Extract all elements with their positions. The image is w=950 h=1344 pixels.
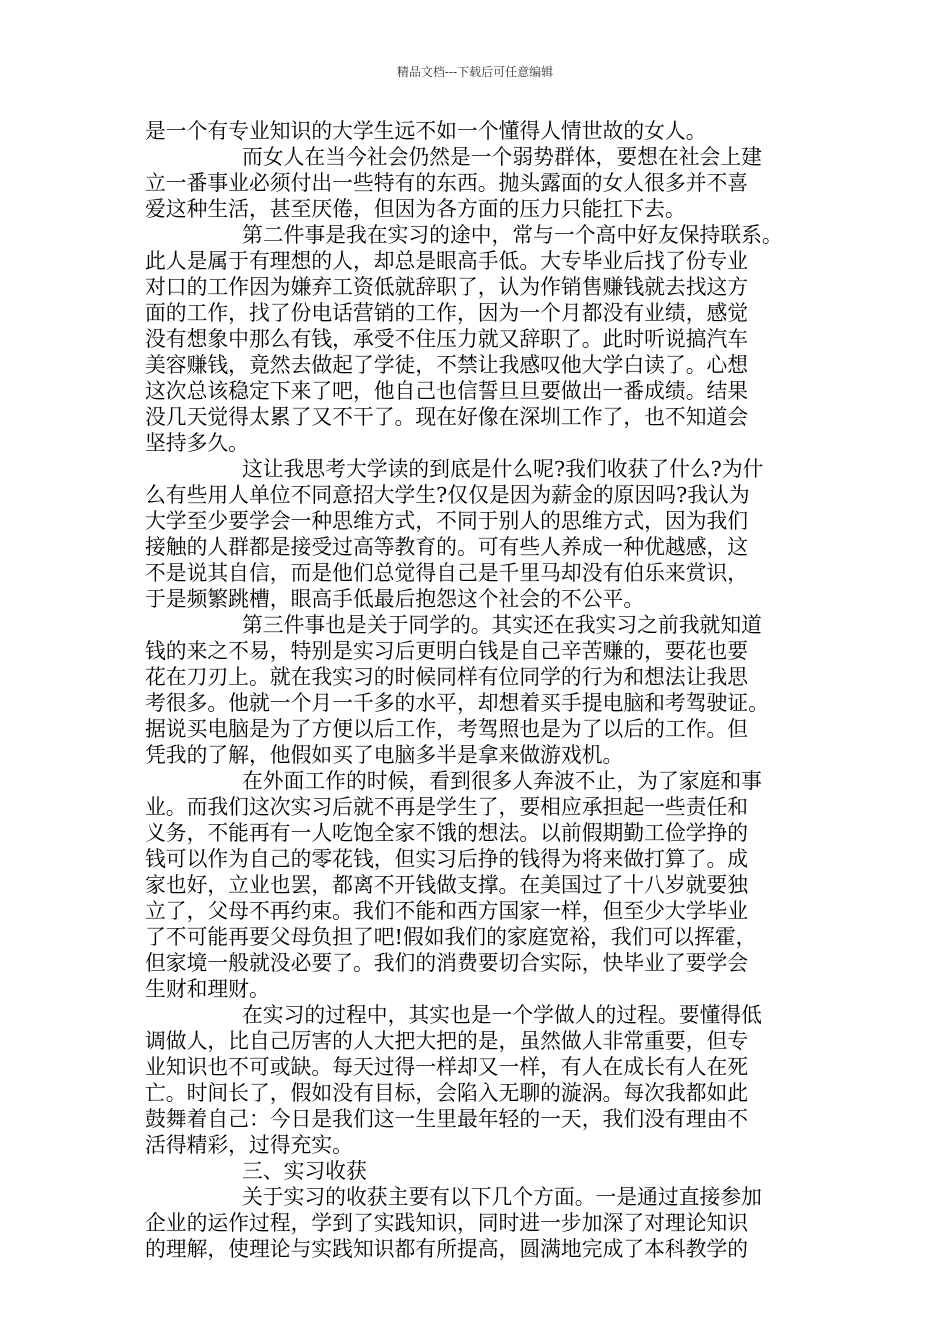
- paragraph-first-line: 而女人在当今社会仍然是一个弱势群体，要想在社会上建: [242, 145, 762, 169]
- text-line: 活得精彩，过得充实。: [145, 1133, 353, 1157]
- text-line: 接触的人群都是接受过高等教育的。可有些人养成一种优越感，这: [145, 535, 749, 559]
- text-line: 家也好，立业也罢，都离不开钱做支撑。在美国过了十八岁就要独: [145, 873, 749, 897]
- text-line: 面的工作，找了份电话营销的工作，因为一个月都没有业绩，感觉: [145, 301, 749, 325]
- text-line: 亡。时间长了，假如没有目标，会陷入无聊的漩涡。每次我都如此: [145, 1081, 749, 1105]
- text-line: 是一个有专业知识的大学生远不如一个懂得人情世故的女人。: [145, 119, 707, 143]
- paragraph-first-line: 这让我思考大学读的到底是什么呢?我们收获了什么?为什: [242, 457, 764, 481]
- text-line: 爱这种生活，甚至厌倦，但因为各方面的压力只能扛下去。: [145, 197, 686, 221]
- text-line: 生财和理财。: [145, 977, 270, 1001]
- text-line: 美容赚钱，竟然去做起了学徒，不禁让我感叹他大学白读了。心想: [145, 353, 749, 377]
- text-line: 凭我的了解，他假如买了电脑多半是拿来做游戏机。: [145, 743, 624, 767]
- text-line: 大学至少要学会一种思维方式，不同于别人的思维方式，因为我们: [145, 509, 749, 533]
- paragraph-first-line: 第三件事也是关于同学的。其实还在我实习之前我就知道: [242, 613, 762, 637]
- page-header: 精品文档---下载后可任意编辑: [396, 65, 554, 79]
- text-line: 这次总该稳定下来了吧，他自己也信誓旦旦要做出一番成绩。结果: [145, 379, 749, 403]
- text-line: 义务，不能再有一人吃饱全家不饿的想法。以前假期勤工俭学挣的: [145, 821, 749, 845]
- text-line: 不是说其自信，而是他们总觉得自己是千里马却没有伯乐来赏识，: [145, 561, 749, 585]
- document-body: [145, 118, 825, 1262]
- text-line: 调做人，比自己厉害的人大把大把的是，虽然做人非常重要，但专: [145, 1029, 749, 1053]
- text-line: 但家境一般就没必要了。我们的消费要切合实际，快毕业了要学会: [145, 951, 749, 975]
- paragraph-first-line: 在实习的过程中，其实也是一个学做人的过程。要懂得低: [242, 1003, 762, 1027]
- text-line: 立一番事业必须付出一些特有的东西。抛头露面的女人很多并不喜: [145, 171, 749, 195]
- text-line: 于是频繁跳槽，眼高手低最后抱怨这个社会的不公平。: [145, 587, 645, 611]
- paragraph-first-line: 关于实习的收获主要有以下几个方面。一是通过直接参加: [242, 1185, 762, 1209]
- text-line: 没有想象中那么有钱，承受不住压力就又辞职了。此时听说搞汽车: [145, 327, 749, 351]
- text-line: 对口的工作因为嫌弃工资低就辞职了，认为作销售赚钱就去找这方: [145, 275, 749, 299]
- text-line: 业。而我们这次实习后就不再是学生了，要相应承担起一些责任和: [145, 795, 749, 819]
- text-line: 花在刀刃上。就在我实习的时候同样有位同学的行为和想法让我思: [145, 665, 749, 689]
- section-heading: 三、实习收获: [242, 1159, 367, 1183]
- text-line: 么有些用人单位不同意招大学生?仅仅是因为薪金的原因吗?我认为: [145, 483, 750, 507]
- text-line: 坚持多久。: [145, 431, 249, 455]
- text-line: 鼓舞着自己：今日是我们这一生里最年轻的一天，我们没有理由不: [145, 1107, 749, 1131]
- text-line: 了不可能再要父母负担了吧!假如我们的家庭宽裕，我们可以挥霍，: [145, 925, 757, 949]
- paragraph-first-line: 在外面工作的时候，看到很多人奔波不止，为了家庭和事: [242, 769, 762, 793]
- text-line: 企业的运作过程，学到了实践知识，同时进一步加深了对理论知识: [145, 1211, 749, 1235]
- text-line: 钱可以作为自己的零花钱，但实习后挣的钱得为将来做打算了。成: [145, 847, 749, 871]
- text-line: 钱的来之不易，特别是实习后更明白钱是自己辛苦赚的，要花也要: [145, 639, 749, 663]
- text-line: 考很多。他就一个月一千多的水平，却想着买手提电脑和考驾驶证。: [145, 691, 769, 715]
- text-line: 业知识也不可或缺。每天过得一样却又一样，有人在成长有人在死: [145, 1055, 749, 1079]
- text-line: 立了，父母不再约束。我们不能和西方国家一样，但至少大学毕业: [145, 899, 749, 923]
- text-line: 没几天觉得太累了又不干了。现在好像在深圳工作了，也不知道会: [145, 405, 749, 429]
- paragraph-first-line: 第二件事是我在实习的途中，常与一个高中好友保持联系。: [242, 223, 783, 247]
- text-line: 的理解，使理论与实践知识都有所提高，圆满地完成了本科教学的: [145, 1237, 749, 1261]
- text-line: 此人是属于有理想的人，却总是眼高手低。大专毕业后找了份专业: [145, 249, 749, 273]
- text-line: 据说买电脑是为了方便以后工作，考驾照也是为了以后的工作。但: [145, 717, 749, 741]
